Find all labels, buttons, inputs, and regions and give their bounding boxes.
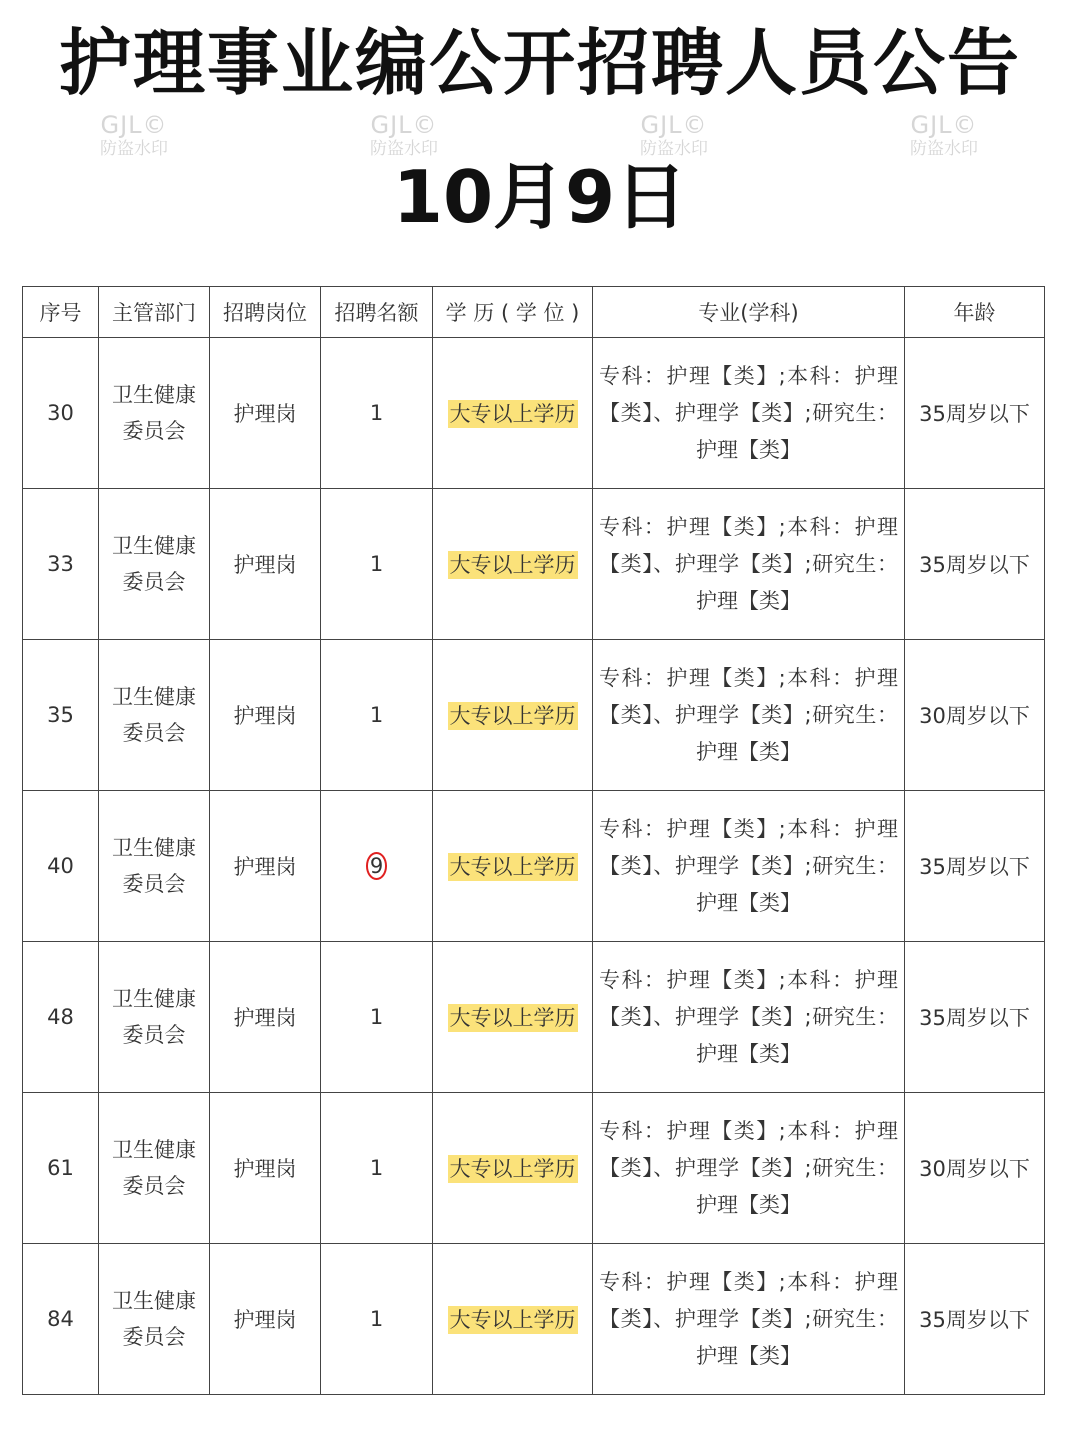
cell-no: 33: [23, 489, 99, 640]
cell-major: [593, 338, 905, 489]
cell-post: 护理岗: [210, 1093, 321, 1244]
cell-post: 护理岗: [210, 1244, 321, 1395]
cell-dept-text: 卫生健康委员会: [112, 383, 196, 443]
cell-major: [593, 1093, 905, 1244]
cell-post: 护理岗: [210, 489, 321, 640]
cell-dept: [99, 489, 210, 640]
watermark-mark: GJL©: [100, 111, 168, 139]
education-highlight: 大专以上学历: [449, 402, 576, 426]
header-dept: 主管部门: [99, 287, 210, 338]
cell-dept-text: 卫生健康委员会: [112, 836, 196, 896]
cell-quota: [321, 1093, 433, 1244]
cell-post: 护理岗: [210, 942, 321, 1093]
table-row: [23, 1093, 1045, 1244]
education-highlight: 大专以上学历: [449, 553, 576, 577]
cell-major: [593, 791, 905, 942]
education-highlight: 大专以上学历: [449, 1157, 576, 1181]
education-highlight: 大专以上学历: [449, 704, 576, 728]
education-highlight: 大专以上学历: [449, 1006, 576, 1030]
watermark-text: 防盗水印: [640, 138, 708, 159]
table-row: [23, 489, 1045, 640]
header-quota: 招聘名额: [321, 287, 433, 338]
cell-quota-value: 1: [369, 1156, 384, 1180]
cell-no: 30: [23, 338, 99, 489]
cell-age: 30周岁以下: [905, 1093, 1045, 1244]
cell-dept: [99, 1093, 210, 1244]
watermark-mark: GJL©: [640, 111, 708, 139]
cell-no: 84: [23, 1244, 99, 1395]
recruitment-table: [22, 286, 1045, 1395]
watermark-text: 防盗水印: [100, 138, 168, 159]
cell-quota: [321, 942, 433, 1093]
watermark-mark: GJL©: [370, 111, 438, 139]
cell-quota-value: 1: [369, 703, 384, 727]
table-row: [23, 791, 1045, 942]
watermark-text: 防盗水印: [910, 138, 978, 159]
cell-dept-text: 卫生健康委员会: [112, 987, 196, 1047]
cell-post: 护理岗: [210, 791, 321, 942]
announcement-date: 10月9日: [392, 155, 688, 239]
table-row: [23, 640, 1045, 791]
education-highlight: 大专以上学历: [449, 1308, 576, 1332]
cell-dept: [99, 640, 210, 791]
cell-education: [433, 1244, 593, 1395]
cell-quota: [321, 791, 433, 942]
cell-age: 35周岁以下: [905, 942, 1045, 1093]
watermark-mark: GJL©: [910, 111, 978, 139]
cell-quota-value: 1: [369, 1307, 384, 1331]
cell-major-text: 专科：护理【类】;本科：护理【类】、护理学【类】;研究生：护理【类】: [599, 665, 898, 764]
cell-education: [433, 338, 593, 489]
cell-dept: [99, 791, 210, 942]
header-major: 专业(学科): [593, 287, 905, 338]
cell-quota: [321, 1244, 433, 1395]
cell-dept: [99, 338, 210, 489]
cell-age: 35周岁以下: [905, 791, 1045, 942]
cell-education: [433, 791, 593, 942]
cell-major: [593, 1244, 905, 1395]
cell-quota: [321, 489, 433, 640]
cell-quota-value: 1: [369, 1005, 384, 1029]
cell-quota: [321, 338, 433, 489]
cell-major-text: 专科：护理【类】;本科：护理【类】、护理学【类】;研究生：护理【类】: [599, 514, 898, 613]
cell-dept-text: 卫生健康委员会: [112, 685, 196, 745]
cell-post: 护理岗: [210, 640, 321, 791]
table-header-row: [23, 287, 1045, 338]
cell-age: 35周岁以下: [905, 1244, 1045, 1395]
cell-quota-value: 1: [369, 552, 384, 576]
cell-quota-value: 1: [369, 401, 384, 425]
cell-major: [593, 942, 905, 1093]
header-no: 序号: [23, 287, 99, 338]
cell-post: 护理岗: [210, 338, 321, 489]
header-post: 招聘岗位: [210, 287, 321, 338]
cell-major-text: 专科：护理【类】;本科：护理【类】、护理学【类】;研究生：护理【类】: [599, 967, 898, 1066]
cell-quota: [321, 640, 433, 791]
cell-education: [433, 942, 593, 1093]
table-row: [23, 942, 1045, 1093]
cell-age: 35周岁以下: [905, 489, 1045, 640]
cell-dept-text: 卫生健康委员会: [112, 1138, 196, 1198]
header-age: 年龄: [905, 287, 1045, 338]
cell-age: 35周岁以下: [905, 338, 1045, 489]
table-row: [23, 1244, 1045, 1395]
cell-major-text: 专科：护理【类】;本科：护理【类】、护理学【类】;研究生：护理【类】: [599, 1118, 898, 1217]
circled-quota-value: 9: [366, 852, 387, 880]
cell-no: 35: [23, 640, 99, 791]
cell-major-text: 专科：护理【类】;本科：护理【类】、护理学【类】;研究生：护理【类】: [599, 816, 898, 915]
cell-education: [433, 640, 593, 791]
cell-major-text: 专科：护理【类】;本科：护理【类】、护理学【类】;研究生：护理【类】: [599, 1269, 898, 1368]
cell-dept-text: 卫生健康委员会: [112, 534, 196, 594]
cell-education: [433, 1093, 593, 1244]
cell-no: 48: [23, 942, 99, 1093]
cell-age: 30周岁以下: [905, 640, 1045, 791]
cell-major: [593, 489, 905, 640]
cell-major: [593, 640, 905, 791]
page-title: 护理事业编公开招聘人员公告: [58, 21, 1021, 105]
cell-dept-text: 卫生健康委员会: [112, 1289, 196, 1349]
education-highlight: 大专以上学历: [449, 855, 576, 879]
cell-dept: [99, 942, 210, 1093]
cell-no: 61: [23, 1093, 99, 1244]
watermark-text: 防盗水印: [370, 138, 438, 159]
cell-education: [433, 489, 593, 640]
header-education: 学 历 ( 学 位 ): [433, 287, 593, 338]
cell-no: 40: [23, 791, 99, 942]
cell-major-text: 专科：护理【类】;本科：护理【类】、护理学【类】;研究生：护理【类】: [599, 363, 898, 462]
cell-dept: [99, 1244, 210, 1395]
table-row: [23, 338, 1045, 489]
